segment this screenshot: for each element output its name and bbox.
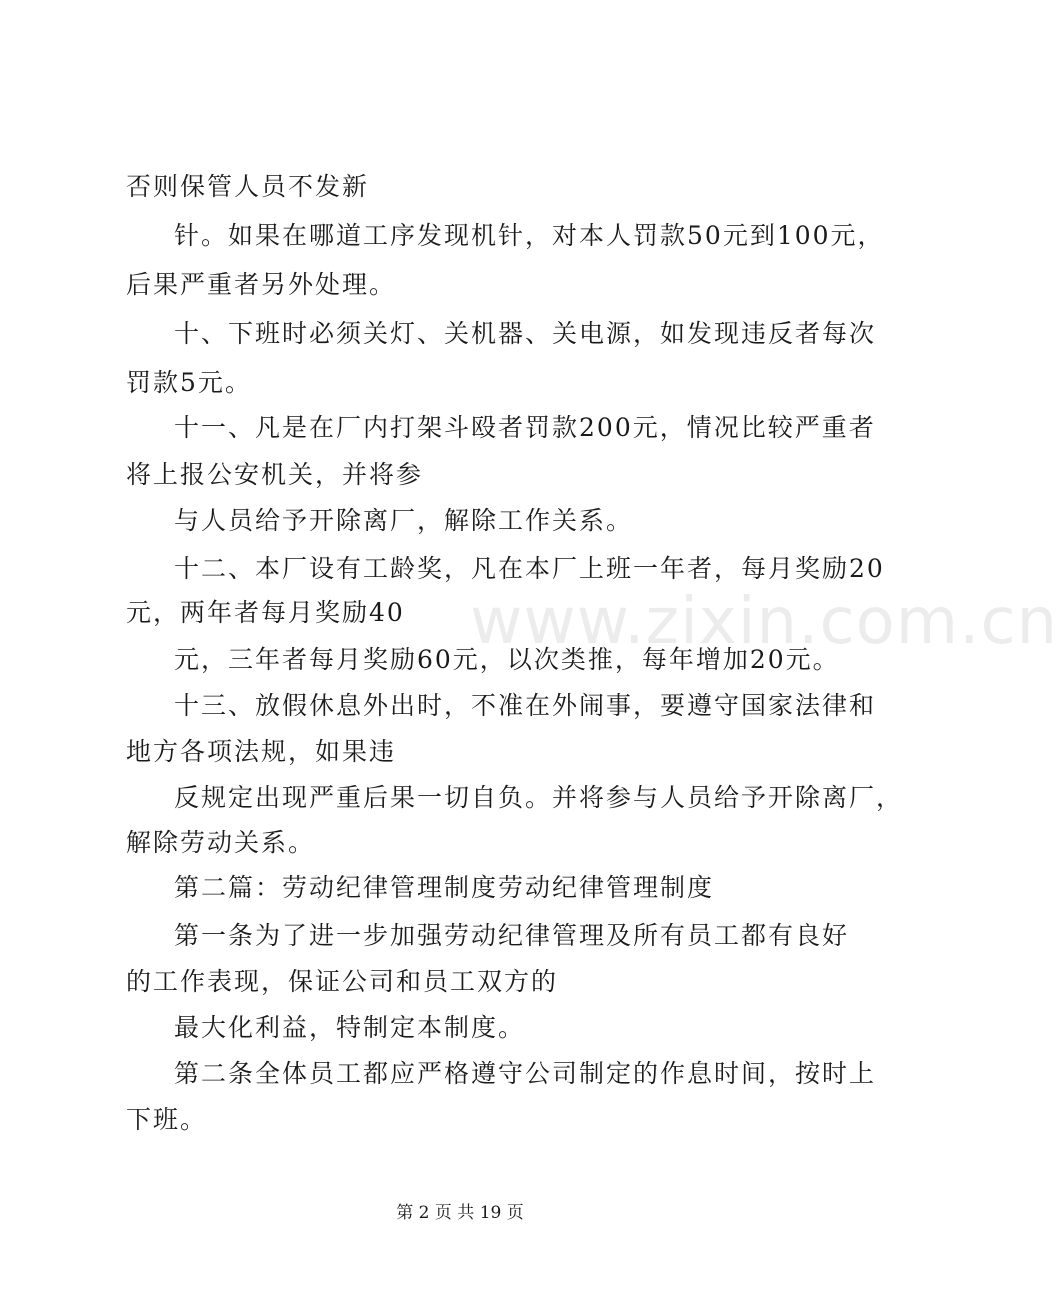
text-line: 反规定出现严重后果一切自负。并将参与人员给予开除离厂，	[174, 783, 904, 812]
text-line: 的工作表现，保证公司和员工双方的	[126, 967, 559, 996]
page-footer: 第 2 页 共 19 页	[396, 1203, 524, 1223]
text-line: 地方各项法规，如果违	[126, 737, 397, 766]
text-line: 否则保管人员不发新	[126, 172, 370, 201]
text-line: 元，三年者每月奖励60元，以次类推，每年增加20元。	[174, 645, 840, 674]
text-line: 下班。	[126, 1105, 208, 1134]
text-line: 与人员给予开除离厂，解除工作关系。	[174, 506, 634, 535]
text-line: 最大化利益，特制定本制度。	[174, 1013, 526, 1042]
text-line: 十三、放假休息外出时，不准在外闹事，要遵守国家法律和	[174, 691, 877, 720]
watermark: www.zixin.com.cn	[470, 585, 1058, 659]
text-line: 后果严重者另外处理。	[126, 270, 397, 299]
text-line: 十、下班时必须关灯、关机器、关电源，如发现违反者每次	[174, 319, 877, 348]
text-line: 解除劳动关系。	[126, 828, 316, 857]
text-line: 十一、凡是在厂内打架斗殴者罚款200元，情况比较严重者	[174, 413, 876, 442]
text-line: 针。如果在哪道工序发现机针，对本人罚款50元到100元，	[174, 221, 885, 250]
text-line: 第一条为了进一步加强劳动纪律管理及所有员工都有良好	[174, 921, 850, 950]
text-line: 罚款5元。	[126, 368, 252, 397]
section-heading: 第二篇：劳动纪律管理制度劳动纪律管理制度	[174, 873, 715, 902]
text-line: 元，两年者每月奖励40	[126, 598, 405, 627]
text-line: 将上报公安机关，并将参	[126, 460, 424, 489]
text-line: 十二、本厂设有工龄奖，凡在本厂上班一年者，每月奖励20	[174, 554, 885, 583]
text-line: 第二条全体员工都应严格遵守公司制定的作息时间，按时上	[174, 1059, 877, 1088]
